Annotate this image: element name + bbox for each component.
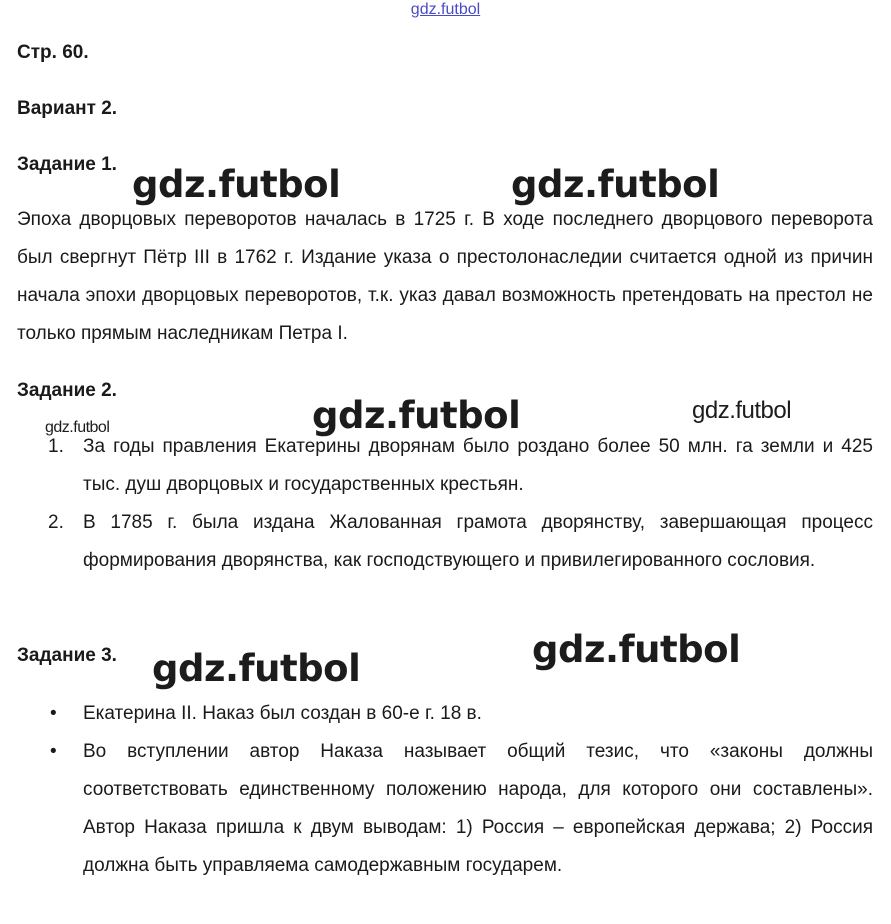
- top-watermark-link[interactable]: gdz.futbol: [410, 1, 481, 18]
- list-item: [0, 733, 891, 885]
- list-marker: 1.: [48, 436, 64, 457]
- list-item-text: Во вступлении автор Наказа называет общий тезис, что «законы должны соответствовать единственному положению народа, для которого они составлены». Автор Наказа пришла к двум выводам: 1) Россия – европейская держава; 2) Россия должна быть управляема самодержавным государем.: [83, 741, 873, 876]
- watermark: gdz.futbol: [692, 397, 792, 424]
- bullet-marker: •: [50, 741, 57, 762]
- watermark: gdz.futbol: [45, 419, 110, 436]
- watermark: gdz.futbol: [511, 163, 720, 206]
- watermark: gdz.futbol: [152, 647, 361, 690]
- task3-heading: Задание 3.: [17, 645, 117, 666]
- list-item-text: В 1785 г. была издана Жалованная грамота дворянству, завершающая процесс формирования дворянства, как господствующего и привилегированного сословия.: [83, 512, 873, 571]
- task1-paragraph: Эпоха дворцовых переворотов началась в 1725 г. В ходе последнего дворцового переворота был свергнут Пётр III в 1762 г. Издание указа о престолонаследии считается одной из причин начала эпохи дворцовых переворотов, т.к. указ давал возможность претендовать на престол не только прямым наследникам Петра I.: [17, 209, 873, 344]
- task2-list: [0, 428, 891, 580]
- list-item-text: Екатерина II. Наказ был создан в 60-е г. 18 в.: [83, 703, 482, 724]
- task3-list: [0, 695, 891, 885]
- page-reference: Стр. 60.: [17, 42, 89, 63]
- watermark: gdz.futbol: [312, 394, 521, 437]
- variant-heading: Вариант 2.: [17, 98, 118, 119]
- list-item-text: За годы правления Екатерины дворянам было роздано более 50 млн. га земли и 425 тыс. душ дворцовых и государственных крестьян.: [83, 436, 873, 495]
- task2-heading: Задание 2.: [17, 380, 117, 401]
- list-item: [0, 695, 891, 733]
- task1-heading: Задание 1.: [17, 154, 117, 175]
- list-item: [0, 504, 891, 580]
- list-item: [0, 428, 891, 504]
- bullet-marker: •: [50, 703, 57, 724]
- watermark: gdz.futbol: [132, 163, 341, 206]
- watermark: gdz.futbol: [532, 628, 741, 671]
- list-marker: 2.: [48, 512, 64, 533]
